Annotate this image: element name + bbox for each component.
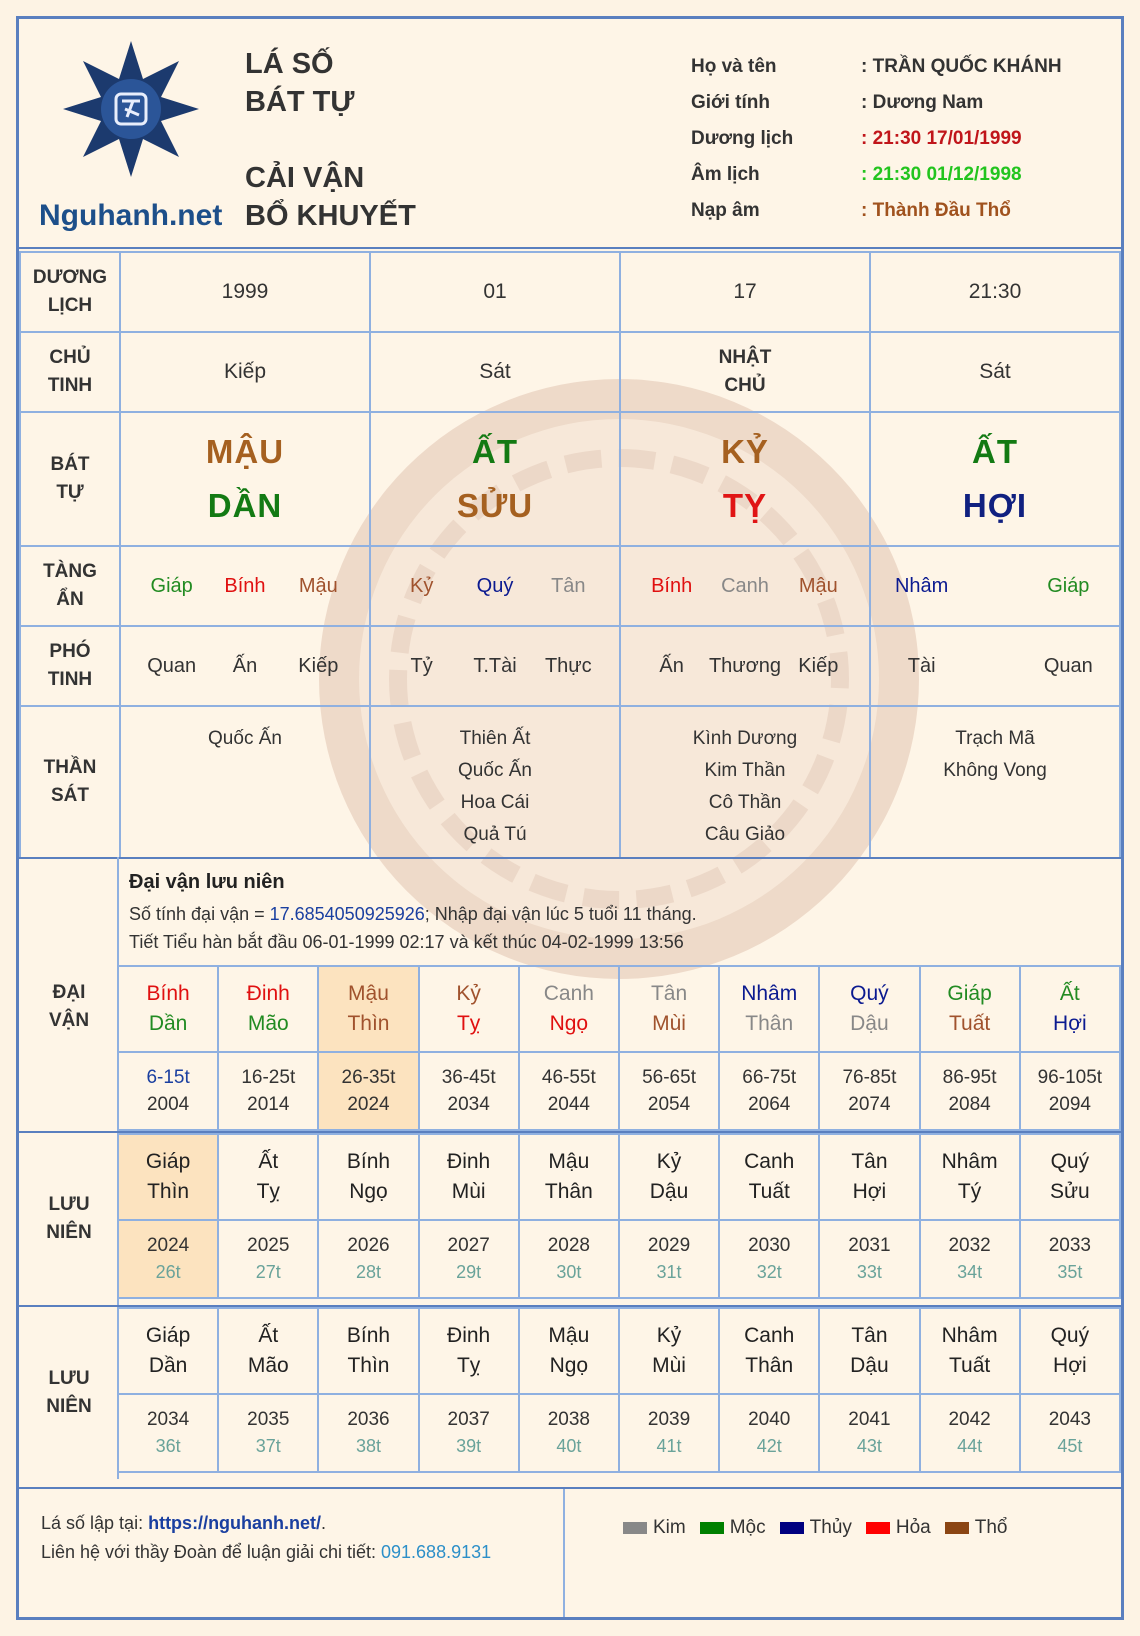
dai-van-age-range: 6-15t [146, 1067, 190, 1088]
dai-van-age [519, 1052, 619, 1130]
dai-van-chi: Mùi [652, 1012, 686, 1035]
dai-van-age-range: 26-35t [341, 1067, 396, 1088]
dai-van-title: Đại vận lưu niên [129, 871, 285, 893]
luu-nien-age: 32t [756, 1262, 782, 1282]
luu-nien-can: Nhâm [941, 1324, 998, 1347]
luu-nien-chi: Hợi [1053, 1354, 1087, 1377]
luu-nien-age: 39t [456, 1436, 482, 1456]
dai-van-chi: Tỵ [456, 1012, 481, 1035]
luu-nien-chi: Mùi [652, 1354, 686, 1377]
dai-van-year: 2024 [347, 1094, 390, 1115]
dai-van-year: 2034 [447, 1094, 490, 1115]
pho-tinh-hour: Tài Quan [870, 626, 1120, 706]
person-info [691, 49, 1111, 229]
luu-nien-can: Mậu [548, 1324, 590, 1347]
dai-van-year: 2014 [247, 1094, 290, 1115]
luu-nien-year-cell [419, 1394, 519, 1472]
luu-nien-age: 27t [255, 1262, 281, 1282]
footer-divider [563, 1489, 565, 1617]
dai-van-age [218, 1052, 318, 1130]
legend-swatch [700, 1522, 724, 1534]
pillar-month: 01 [370, 252, 620, 332]
luu-nien-year: 2042 [948, 1409, 991, 1430]
tang-an-day: Bính Canh Mậu [620, 546, 870, 626]
row-label-luu-nien-1: LƯU NIÊN [46, 1194, 92, 1243]
luu-nien-chi: Ngọ [349, 1180, 388, 1203]
dai-van-age-range: 86-95t [942, 1067, 997, 1088]
luu-nien-year: 2028 [547, 1235, 590, 1256]
luu-nien-year: 2035 [247, 1409, 290, 1430]
luu-nien-table-1 [117, 1133, 1121, 1299]
luu-nien-year: 2025 [247, 1235, 290, 1256]
luu-nien-year: 2040 [748, 1409, 791, 1430]
luu-nien-pillar [619, 1134, 719, 1220]
dai-van-year: 2094 [1048, 1094, 1091, 1115]
luu-nien-age: 42t [756, 1436, 782, 1456]
dai-van-pillar [519, 966, 619, 1052]
info-row [691, 49, 1111, 85]
luu-nien-pillar [218, 1134, 318, 1220]
luu-nien-can: Nhâm [941, 1150, 998, 1173]
legend-swatch [623, 1522, 647, 1534]
info-row [691, 121, 1111, 157]
legend-swatch [866, 1522, 890, 1534]
dai-van-year: 2084 [948, 1094, 991, 1115]
luu-nien-chi: Mão [247, 1354, 289, 1377]
footer-phone[interactable]: 091.688.9131 [381, 1542, 492, 1562]
pho-tinh-day: Ấn Thương Kiếp [620, 626, 870, 706]
than-sat-year: Quốc Ấn [120, 706, 370, 858]
dai-van-age-range: 56-65t [642, 1067, 696, 1088]
dai-van-age [1020, 1052, 1120, 1130]
luu-nien-pillar [920, 1308, 1020, 1394]
info-value: : TRẦN QUỐC KHÁNH [861, 56, 1062, 77]
luu-nien-year-cell [118, 1394, 218, 1472]
luu-nien-age: 26t [155, 1262, 181, 1282]
luu-nien-year-cell [218, 1394, 318, 1472]
luu-nien-year: 2030 [748, 1235, 791, 1256]
info-label: Dương lịch [691, 128, 794, 149]
bat-tu-day: KỶ TỴ [620, 412, 870, 546]
dai-van-chi: Tuất [948, 1012, 991, 1035]
luu-nien-chi: Dậu [850, 1354, 889, 1377]
row-label-duong-lich: DƯƠNG LỊCH [20, 252, 120, 332]
dai-van-chi: Thìn [347, 1012, 390, 1035]
luu-nien-year: 2032 [948, 1235, 991, 1256]
luu-nien-chi: Tuất [748, 1180, 790, 1203]
luu-nien-age: 38t [355, 1436, 381, 1456]
info-label: Âm lịch [691, 164, 760, 185]
luu-nien-year-cell [920, 1394, 1020, 1472]
info-value: : 21:30 17/01/1999 [861, 128, 1022, 149]
luu-nien-pillar [819, 1308, 919, 1394]
luu-nien-can: Kỷ [656, 1324, 682, 1347]
dai-van-age-range: 66-75t [742, 1067, 797, 1088]
tang-an-year: Giáp Bính Mậu [120, 546, 370, 626]
dai-van-can: Đinh [246, 982, 290, 1005]
chart-sheet [16, 16, 1124, 1620]
dai-van-header [129, 871, 697, 956]
site-logo-text[interactable]: Nguhanh.net [39, 199, 223, 232]
title-la-so: LÁ SỐ BÁT TỰ [245, 48, 355, 118]
luu-nien-age: 30t [556, 1262, 582, 1282]
dai-van-can: Giáp [947, 982, 992, 1005]
dai-van-year: 2074 [848, 1094, 891, 1115]
divider [19, 247, 1121, 249]
luu-nien-year-cell [218, 1220, 318, 1298]
dai-van-can: Kỷ [456, 982, 481, 1005]
luu-nien-year: 2037 [447, 1409, 490, 1430]
luu-nien-pillar [318, 1308, 418, 1394]
luu-nien-pillar [519, 1134, 619, 1220]
luu-nien-year-cell [819, 1394, 919, 1472]
luu-nien-year-cell [719, 1394, 819, 1472]
luu-nien-age: 28t [355, 1262, 381, 1282]
dai-van-table [117, 965, 1121, 1131]
dai-van-pillar [318, 966, 418, 1052]
footer-link[interactable]: https://nguhanh.net/ [148, 1513, 322, 1533]
dai-van-chi: Mão [247, 1012, 289, 1035]
luu-nien-table-2 [117, 1307, 1121, 1473]
luu-nien-chi: Sửu [1049, 1180, 1090, 1203]
luu-nien-can: Kỷ [656, 1150, 682, 1173]
header [19, 19, 1121, 251]
dai-van-pillar [118, 966, 218, 1052]
dai-van-pillar [619, 966, 719, 1052]
luu-nien-age: 35t [1057, 1262, 1083, 1282]
pillar-day: 17 [620, 252, 870, 332]
dai-van-chi: Dần [148, 1012, 188, 1035]
luu-nien-year-cell [419, 1220, 519, 1298]
luu-nien-year: 2034 [146, 1409, 190, 1430]
dai-van-age [719, 1052, 819, 1130]
luu-nien-chi: Tý [957, 1180, 982, 1203]
legend-item [945, 1517, 1008, 1539]
info-value: : Dương Nam [861, 92, 984, 113]
pho-tinh-year: Quan Ấn Kiếp [120, 626, 370, 706]
star-seal-logo-icon [61, 39, 201, 179]
luu-nien-can: Đinh [447, 1150, 491, 1173]
luu-nien-chi: Thân [745, 1354, 794, 1377]
luu-nien-pillar [819, 1134, 919, 1220]
luu-nien-pillar [920, 1134, 1020, 1220]
luu-nien-year: 2029 [647, 1235, 691, 1256]
luu-nien-age: 36t [155, 1436, 181, 1456]
than-sat-hour: Trạch Mã Không Vong [870, 706, 1120, 858]
luu-nien-can: Ất [258, 1150, 279, 1173]
luu-nien-can: Quý [1050, 1324, 1090, 1347]
bat-tu-month: ẤT SỬU [370, 412, 620, 546]
luu-nien-age: 40t [556, 1436, 582, 1456]
pillars-table [19, 251, 1121, 859]
luu-nien-chi: Dần [148, 1354, 188, 1377]
luu-nien-age: 33t [856, 1262, 882, 1282]
luu-nien-year-cell [519, 1394, 619, 1472]
luu-nien-chi: Tỵ [456, 1354, 481, 1377]
legend-label: Thổ [974, 1517, 1008, 1538]
luu-nien-age: 37t [255, 1436, 281, 1456]
luu-nien-year: 2031 [848, 1235, 891, 1256]
row-label-than-sat: THẦN SÁT [20, 706, 120, 858]
luu-nien-age: 34t [957, 1262, 983, 1282]
dai-van-can: Bính [146, 982, 190, 1005]
dai-van-pillar [920, 966, 1020, 1052]
dai-van-year: 2064 [748, 1094, 791, 1115]
luu-nien-year: 2038 [547, 1409, 590, 1430]
luu-nien-pillar [118, 1134, 218, 1220]
than-sat-day: Kình Dương Kim Thần Cô Thần Câu Giảo [620, 706, 870, 858]
luu-nien-can: Mậu [548, 1150, 590, 1173]
luu-nien-year-cell [1020, 1394, 1120, 1472]
dai-van-pillar [419, 966, 519, 1052]
luu-nien-year-cell [318, 1394, 418, 1472]
luu-nien-pillar [1020, 1134, 1120, 1220]
footer [19, 1489, 1121, 1617]
luu-nien-year-cell [619, 1220, 719, 1298]
luu-nien-year: 2039 [647, 1409, 691, 1430]
pillar-hour: 21:30 [870, 252, 1120, 332]
legend-item [623, 1517, 686, 1539]
row-label-bat-tu: BÁT TỰ [20, 412, 120, 546]
luu-nien-year: 2024 [146, 1235, 190, 1256]
dai-van-tiet-line: Tiết Tiểu hàn bắt đầu 06-01-1999 02:17 và kết thúc 04-02-1999 13:56 [129, 932, 684, 952]
luu-nien-year-cell [920, 1220, 1020, 1298]
dai-van-can: Quý [850, 982, 889, 1005]
dai-van-age [419, 1052, 519, 1130]
info-row [691, 157, 1111, 193]
dai-van-age-range: 96-105t [1037, 1067, 1103, 1088]
luu-nien-can: Bính [346, 1150, 391, 1173]
luu-nien-pillar [419, 1308, 519, 1394]
legend-item [780, 1517, 852, 1539]
luu-nien-chi: Thìn [147, 1180, 190, 1203]
luu-nien-pillar [619, 1308, 719, 1394]
luu-nien-pillar [218, 1308, 318, 1394]
luu-nien-year-cell [619, 1394, 719, 1472]
luu-nien-chi: Tỵ [256, 1180, 280, 1203]
dai-van-age-range: 76-85t [842, 1067, 897, 1088]
footer-text: Lá số lập tại: https://nguhanh.net/. Liên hệ với thầy Đoàn để luận giải chi tiết: 091.688.9131 [41, 1513, 492, 1562]
dai-van-can: Tân [650, 982, 688, 1005]
dai-van-age [619, 1052, 719, 1130]
bat-tu-year: MẬU DẦN [120, 412, 370, 546]
dai-van-pillar [1020, 966, 1120, 1052]
dai-van-pillar [819, 966, 919, 1052]
dai-van-age [318, 1052, 418, 1130]
luu-nien-chi: Dậu [649, 1180, 689, 1203]
chu-tinh-hour: Sát [870, 332, 1120, 412]
legend-swatch [780, 1522, 804, 1534]
legend-item [700, 1517, 766, 1539]
luu-nien-chi: Tuất [948, 1354, 991, 1377]
dai-van-calc-line: Số tính đại vận = 17.6854050925926; Nhập đại vận lúc 5 tuổi 11 tháng. [129, 904, 697, 924]
row-label-luu-nien-2: LƯU NIÊN [46, 1368, 92, 1417]
luu-nien-year: 2026 [347, 1235, 390, 1256]
luu-nien-can: Giáp [145, 1324, 191, 1347]
luu-nien-age: 44t [957, 1436, 983, 1456]
luu-nien-can: Tân [851, 1324, 888, 1347]
luu-nien-year-cell [819, 1220, 919, 1298]
dai-van-chi: Dậu [850, 1012, 889, 1035]
dai-van-chi: Ngọ [549, 1012, 589, 1035]
luu-nien-chi: Hợi [852, 1180, 887, 1203]
luu-nien-year: 2033 [1048, 1235, 1091, 1256]
tang-an-month: Kỷ Quý Tân [370, 546, 620, 626]
luu-nien-pillar [519, 1308, 619, 1394]
info-label: Nạp âm [691, 200, 760, 221]
info-label: Giới tính [691, 92, 770, 113]
dai-van-year: 2054 [647, 1094, 691, 1115]
dai-van-age-range: 46-55t [541, 1067, 596, 1088]
luu-nien-pillar [719, 1134, 819, 1220]
luu-nien-year: 2041 [848, 1409, 891, 1430]
luu-nien-can: Canh [744, 1150, 795, 1173]
chu-tinh-day: NHẬT CHỦ [620, 332, 870, 412]
luu-nien-pillar [118, 1308, 218, 1394]
legend-item [866, 1517, 931, 1539]
luu-nien-chi: Ngọ [549, 1354, 589, 1377]
pho-tinh-month: Tỷ T.Tài Thực [370, 626, 620, 706]
row-label-chu-tinh: CHỦ TINH [20, 332, 120, 412]
info-row [691, 193, 1111, 229]
luu-nien-chi: Thân [544, 1180, 593, 1203]
row-label-tang-an: TÀNG ẨN [20, 546, 120, 626]
dai-van-age-range: 36-45t [441, 1067, 496, 1088]
tang-an-hour: Nhâm Giáp [870, 546, 1120, 626]
bat-tu-hour: ẤT HỢI [870, 412, 1120, 546]
dai-van-pillar [719, 966, 819, 1052]
info-row [691, 85, 1111, 121]
info-label: Họ và tên [691, 56, 777, 77]
luu-nien-can: Đinh [447, 1324, 491, 1347]
luu-nien-year-cell [719, 1220, 819, 1298]
title-cai-van: CẢI VẬN BỔ KHUYẾT [245, 162, 416, 232]
dai-van-chi: Thân [745, 1012, 794, 1035]
dai-van-can: Ất [1059, 982, 1080, 1005]
luu-nien-age: 43t [856, 1436, 882, 1456]
dai-van-age-range: 16-25t [241, 1067, 296, 1088]
row-label-pho-tinh: PHÓ TINH [20, 626, 120, 706]
info-value: : Thành Đầu Thổ [861, 200, 1011, 221]
luu-nien-year: 2027 [447, 1235, 490, 1256]
dai-van-can: Nhâm [741, 982, 798, 1005]
luu-nien-can: Bính [346, 1324, 391, 1347]
luu-nien-pillar [318, 1134, 418, 1220]
dai-van-year: 2044 [547, 1094, 590, 1115]
luu-nien-pillar [1020, 1308, 1120, 1394]
dai-van-pillar [218, 966, 318, 1052]
pillar-year: 1999 [120, 252, 370, 332]
luu-nien-age: 45t [1057, 1436, 1083, 1456]
dai-van-can: Canh [543, 982, 594, 1005]
luu-nien-age: 31t [656, 1262, 682, 1282]
luu-nien-year: 2043 [1048, 1409, 1091, 1430]
luu-nien-year-cell [519, 1220, 619, 1298]
legend-label: Kim [653, 1517, 686, 1538]
luu-nien-year: 2036 [347, 1409, 390, 1430]
row-label-dai-van: ĐẠI VẬN [48, 982, 90, 1031]
luu-nien-year-cell [1020, 1220, 1120, 1298]
dai-van-age [819, 1052, 919, 1130]
luu-nien-can: Giáp [145, 1150, 191, 1173]
luu-nien-can: Ất [258, 1324, 279, 1347]
luu-nien-year-cell [318, 1220, 418, 1298]
luu-nien-age: 29t [456, 1262, 482, 1282]
than-sat-month: Thiên Ất Quốc Ấn Hoa Cái Quả Tú [370, 706, 620, 858]
legend-swatch [945, 1522, 969, 1534]
legend-label: Thủy [809, 1517, 852, 1538]
element-legend [623, 1517, 1008, 1539]
dai-van-age [920, 1052, 1020, 1130]
info-value: : 21:30 01/12/1998 [861, 164, 1022, 185]
luu-nien-can: Tân [851, 1150, 888, 1173]
chu-tinh-year: Kiếp [120, 332, 370, 412]
luu-nien-chi: Thìn [347, 1354, 390, 1377]
divider [19, 857, 1121, 859]
luu-nien-pillar [419, 1134, 519, 1220]
luu-nien-chi: Mùi [451, 1180, 486, 1203]
dai-van-age [118, 1052, 218, 1130]
luu-nien-can: Quý [1050, 1150, 1090, 1173]
chu-tinh-month: Sát [370, 332, 620, 412]
dai-van-chi: Hợi [1053, 1012, 1087, 1035]
luu-nien-year-cell [118, 1220, 218, 1298]
dai-van-year: 2004 [146, 1094, 190, 1115]
dai-van-can: Mậu [348, 982, 389, 1005]
luu-nien-pillar [719, 1308, 819, 1394]
legend-label: Mộc [729, 1517, 766, 1538]
luu-nien-can: Canh [744, 1324, 795, 1347]
luu-nien-age: 41t [656, 1436, 682, 1456]
legend-label: Hỏa [895, 1517, 931, 1538]
